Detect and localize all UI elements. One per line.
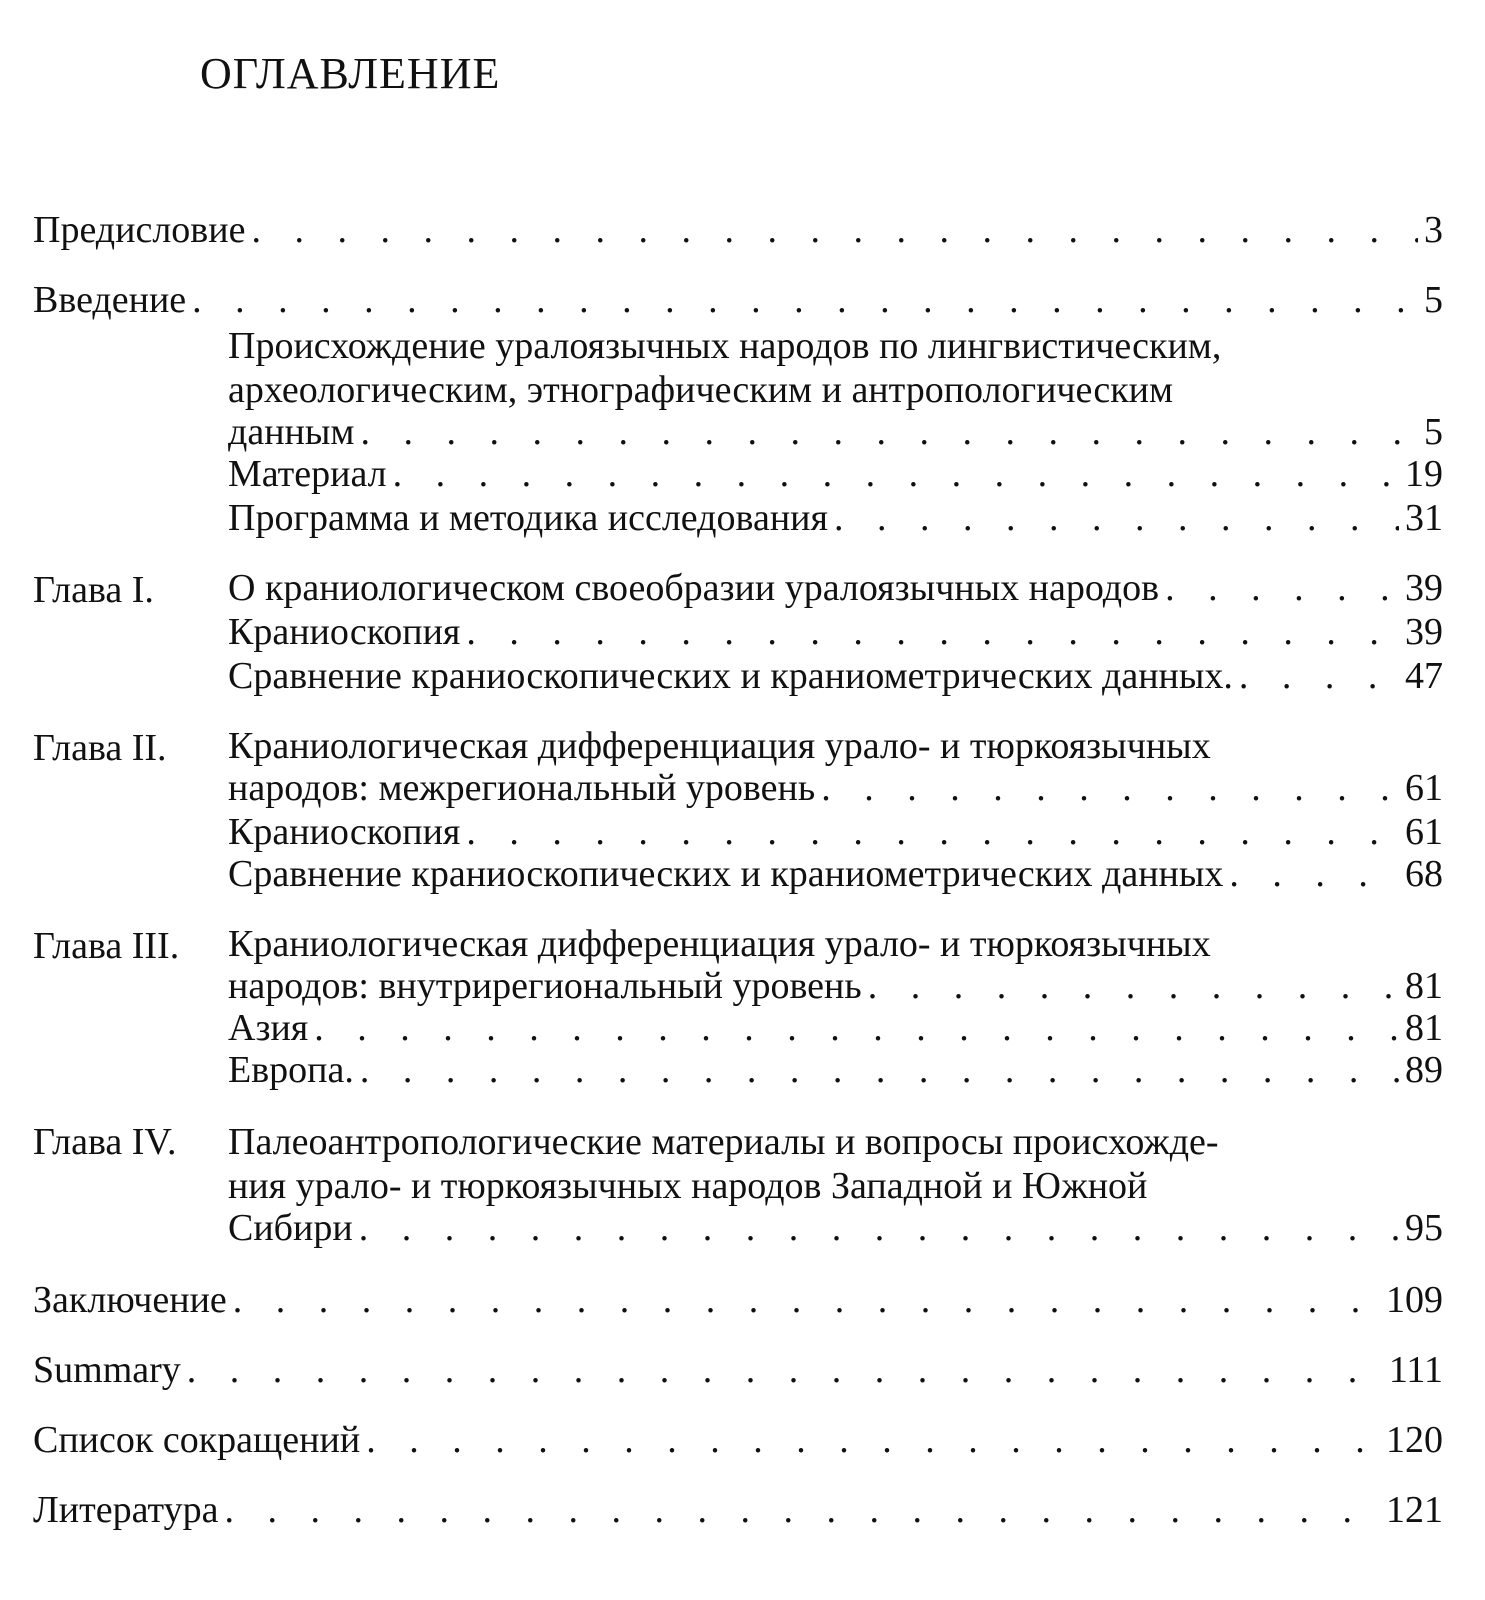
toc-entry-chapter-1[interactable]	[228, 566, 1443, 616]
toc-entry-cranioscopy-1[interactable]	[228, 610, 1443, 660]
toc-page-number: 61	[1405, 811, 1443, 853]
toc-entry-summary[interactable]	[33, 1348, 1443, 1398]
toc-page-number: 39	[1405, 567, 1443, 609]
toc-entry-text: Список сокращений	[33, 1419, 361, 1461]
chapter-label: Глава I.	[33, 569, 154, 611]
toc-entry-text: Материал	[228, 453, 387, 495]
toc-entry-text: народов: межрегиональный уровень	[228, 767, 816, 809]
toc-page-number: 3	[1424, 209, 1443, 251]
dot-leader	[466, 810, 1399, 854]
toc-entry-text: Краниоскопия	[228, 611, 461, 653]
dot-leader	[1229, 852, 1399, 896]
toc-page-number: 5	[1424, 279, 1443, 321]
toc-entry-preface[interactable]	[33, 208, 1443, 258]
toc-entry-text: О краниологическом своеобразии уралоязычных народов	[228, 567, 1160, 609]
toc-entry-text: Summary	[33, 1349, 181, 1391]
toc-page-number: 31	[1405, 497, 1443, 539]
dot-leader	[1239, 654, 1399, 698]
toc-entry-text: Азия	[228, 1007, 309, 1049]
toc-page-number: 39	[1405, 611, 1443, 653]
dot-leader	[466, 610, 1399, 654]
toc-page-number: 5	[1424, 411, 1443, 453]
toc-entry-text: Литература	[33, 1489, 219, 1531]
page-title: ОГЛАВЛЕНИЕ	[200, 49, 501, 98]
dot-leader	[834, 496, 1399, 540]
toc-page-number: 81	[1405, 1007, 1443, 1049]
toc-entry-text: Краниоскопия	[228, 811, 461, 853]
toc-entry-text-line: Происхождение уралоязычных народов по лингвистическим,	[228, 325, 1222, 367]
toc-page-number: 120	[1386, 1419, 1443, 1461]
toc-page-number: 121	[1386, 1489, 1443, 1531]
dot-leader	[192, 278, 1418, 322]
toc-entry-text-line: ния урало- и тюркоязычных народов Западной и Южной	[228, 1165, 1148, 1207]
dot-leader	[251, 208, 1418, 252]
toc-entry-comparison-1[interactable]	[228, 654, 1443, 704]
dot-leader	[359, 1206, 1399, 1250]
toc-entry-methods[interactable]	[228, 496, 1443, 546]
toc-entry-text-line: Палеоантропологические материалы и вопросы происхожде-	[228, 1121, 1219, 1163]
toc-page-number: 47	[1405, 655, 1443, 697]
dot-leader	[233, 1278, 1380, 1322]
toc-entry-text: Заключение	[33, 1279, 227, 1321]
toc-entry-text: народов: внутрирегиональный уровень	[228, 965, 862, 1007]
toc-page-number: 89	[1405, 1049, 1443, 1091]
dot-leader	[821, 766, 1399, 810]
toc-entry-text: Программа и методика исследования	[228, 497, 828, 539]
toc-entry-text-line: Краниологическая дифференциация урало- и тюркоязычных	[228, 923, 1211, 965]
toc-entry-europe[interactable]	[228, 1048, 1443, 1098]
toc-entry-text: Предисловие	[33, 209, 246, 251]
toc-entry-text-line: Краниологическая дифференциация урало- и тюркоязычных	[228, 725, 1211, 767]
toc-entry-text: Введение	[33, 279, 187, 321]
dot-leader	[1165, 566, 1399, 610]
toc-page-number: 61	[1405, 767, 1443, 809]
toc-entry-text: Сибири	[228, 1207, 353, 1249]
toc-entry-text: данным	[228, 411, 355, 453]
toc-entry-material[interactable]	[228, 452, 1443, 502]
toc-entry-comparison-2[interactable]	[228, 852, 1443, 902]
toc-entry-chapter-2[interactable]	[228, 766, 1443, 816]
chapter-label: Глава IV.	[33, 1121, 177, 1163]
dot-leader	[314, 1006, 1399, 1050]
dot-leader	[868, 964, 1399, 1008]
toc-entry-text: Сравнение краниоскопических и краниометрических данных.	[228, 655, 1233, 697]
chapter-label: Глава III.	[33, 925, 180, 967]
toc-page-number: 109	[1386, 1279, 1443, 1321]
dot-leader	[366, 1418, 1380, 1462]
toc-entry-text-line: археологическим, этнографическим и антропологическим	[228, 369, 1174, 411]
toc-entry-literature[interactable]	[33, 1488, 1443, 1538]
toc-entry-chapter-4[interactable]	[228, 1206, 1443, 1256]
toc-page-number: 95	[1405, 1207, 1443, 1249]
toc-entry-text: Сравнение краниоскопических и краниометрических данных	[228, 853, 1224, 895]
toc-page-number: 19	[1405, 453, 1443, 495]
toc-entry-abbreviations[interactable]	[33, 1418, 1443, 1468]
toc-entry-conclusion[interactable]	[33, 1278, 1443, 1328]
toc-page-number: 68	[1405, 853, 1443, 895]
toc-page-number: 111	[1388, 1349, 1443, 1391]
dot-leader	[187, 1348, 1383, 1392]
toc-page-number: 81	[1405, 965, 1443, 1007]
dot-leader	[224, 1488, 1380, 1532]
toc-entry-text: Европа.	[228, 1049, 354, 1091]
dot-leader	[393, 452, 1399, 496]
dot-leader	[360, 1048, 1399, 1092]
toc-entry-introduction[interactable]	[33, 278, 1443, 328]
chapter-label: Глава II.	[33, 727, 167, 769]
dot-leader	[360, 410, 1418, 454]
